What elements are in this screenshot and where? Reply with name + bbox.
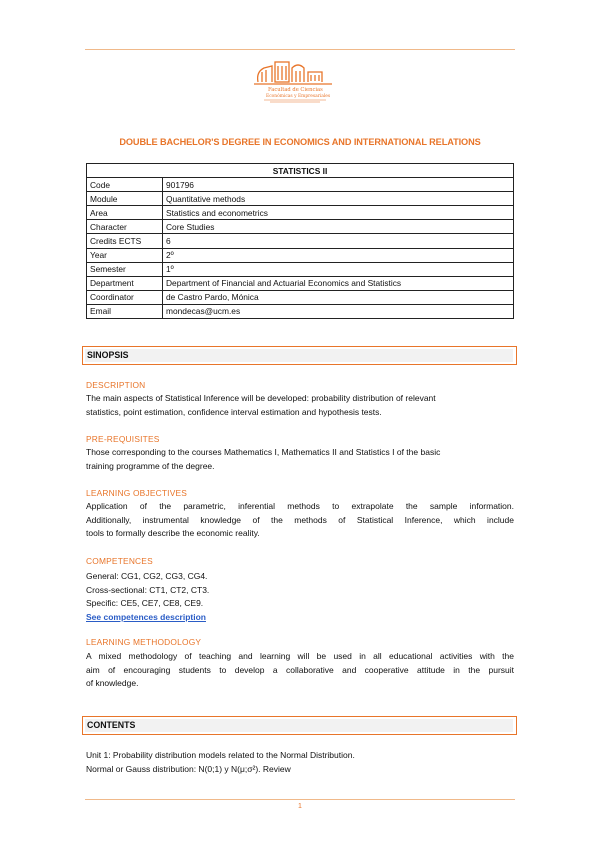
table-row — [87, 304, 514, 318]
table-row — [87, 220, 514, 234]
row-value: Quantitative methods — [163, 192, 514, 206]
table-header-row — [87, 164, 514, 178]
header-rule — [85, 49, 515, 50]
contents-heading: CONTENTS — [82, 716, 517, 735]
prerequisites-text: Those corresponding to the courses Mathematics I, Mathematics II and Statistics I of the basic training programme of the degree. — [86, 447, 441, 471]
faculty-logo-icon — [250, 58, 340, 110]
row-key: Email — [87, 304, 163, 318]
competences-description-link[interactable]: See competences description — [86, 611, 206, 622]
row-value: 6 — [163, 234, 514, 248]
footer-rule — [85, 799, 515, 800]
row-value[interactable]: mondecas@ucm.es — [163, 304, 514, 318]
course-info-table — [86, 163, 514, 319]
row-key: Credits ECTS — [87, 234, 163, 248]
objectives-label: LEARNING OBJECTIVES — [86, 488, 188, 498]
methodology-text: A mixed methodology of teaching and learning will be used in all educational activities with the aim of encouraging students to develop a collaborative and cooperative attitude in the pursuit of knowledge. — [86, 651, 514, 689]
objectives-text: Application of the parametric, inferential methods to extrapolate the sample information. Additionally, instrumental knowledge of the methods of Statistical Inference, which include tools to formally describe the economic reality. — [86, 501, 514, 539]
table-row — [87, 276, 514, 290]
row-key: Character — [87, 220, 163, 234]
competences-text: General: CG1, CG2, CG3, CG4. Cross-sectional: CT1, CT2, CT3. Specific: CE5, CE7, CE8, CE9. See competences description — [86, 570, 514, 624]
degree-title: DOUBLE BACHELOR'S DEGREE IN ECONOMICS AND INTERNATIONAL RELATIONS — [119, 137, 481, 147]
row-key: Area — [87, 206, 163, 220]
row-value: Statistics and econometrics — [163, 206, 514, 220]
row-value: de Castro Pardo, Mónica — [163, 290, 514, 304]
sinopsis-heading: SINOPSIS — [82, 346, 517, 365]
row-key: Semester — [87, 262, 163, 276]
row-value: 2º — [163, 248, 514, 262]
svg-text:Económicas y Empresariales: Económicas y Empresariales — [266, 94, 331, 99]
description-text: The main aspects of Statistical Inference will be developed: probability distribution of relevant statistics, point estimation, confidence interval estimation and hypothesis tests. — [86, 393, 436, 417]
row-value: 901796 — [163, 178, 514, 192]
competences-label: COMPETENCES — [86, 556, 153, 566]
row-key: Department — [87, 276, 163, 290]
table-row — [87, 178, 514, 192]
table-row — [87, 248, 514, 262]
table-row — [87, 262, 514, 276]
row-key: Module — [87, 192, 163, 206]
page-number: 1 — [298, 803, 302, 810]
faculty-logo — [250, 58, 340, 110]
row-value: 1º — [163, 262, 514, 276]
row-value: Core Studies — [163, 220, 514, 234]
table-row — [87, 234, 514, 248]
row-key: Code — [87, 178, 163, 192]
course-title: STATISTICS II — [87, 164, 514, 178]
table-row — [87, 290, 514, 304]
contents-text: Unit 1: Probability distribution models related to the Normal Distribution. Normal or Gauss distribution: N(0;1) y N(μ;σ²). Review — [86, 750, 355, 774]
description-label: DESCRIPTION — [86, 380, 146, 390]
table-row — [87, 192, 514, 206]
svg-text:Facultad de Ciencias: Facultad de Ciencias — [268, 87, 323, 93]
row-key: Year — [87, 248, 163, 262]
row-key: Coordinator — [87, 290, 163, 304]
methodology-label: LEARNING METHODOLOGY — [86, 637, 202, 647]
table-row — [87, 206, 514, 220]
row-value: Department of Financial and Actuarial Economics and Statistics — [163, 276, 514, 290]
prerequisites-label: PRE-REQUISITES — [86, 434, 160, 444]
